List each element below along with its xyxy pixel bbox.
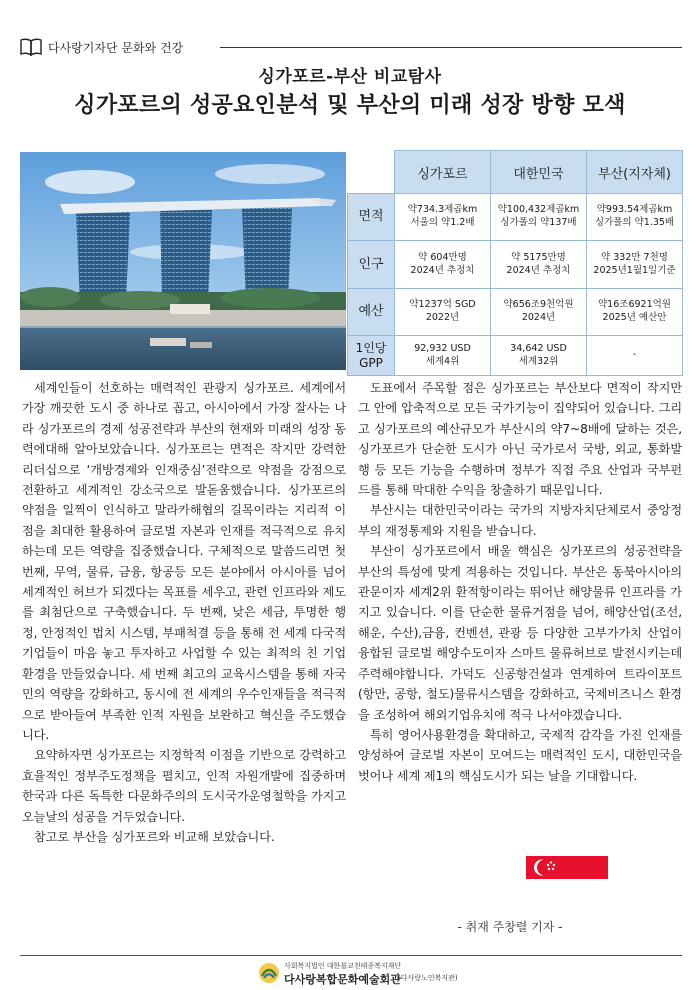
column-header: 부산(지자체) [587, 151, 683, 194]
paragraph: 세계인들이 선호하는 매력적인 관광지 싱가포르. 세계에서 가장 깨끗한 도시 중 하나로 꼽고, 아시아에서 가장 잘사는 나라 싱가포르의 경제 성공전략과 부산의 현재와 미래의 성장 동력에대해 알아보았습니다. 싱가포르는 면적은 작지만 강력한 리더십으로 ‘개방경제와 인재중심’전략으로 약점을 강점으로 전환하고 세계적인 강소국으로 발돋움했습니다. 싱가포르의 약점을 일찍이 인식하고 말라카해협의 길목이라는 지리적 이점을 최대한 활용하여 글로벌 자본과 인재를 적극적으로 유치하는데 모든 역량을 집중했습니다. 구체적으로 말씀드리면 첫 번째, 무역, 물류, 금융, 항공등 모든 분야에서 아시아를 넘어 세계적인 허브가 되겠다는 목표를 세우고, 관련 인프라와 제도를 최첨단으로 구축했습니다. 두 번째, 낮은 세금, 투명한 행정, 안정적인 법치 시스템, 부패척결 등을 통해 전 세계 다국적기업들이 마음 놓고 투자하고 사업할 수 있는 최적의 친 기업 환경을 만들었습니다. 세 번째 최고의 교육시스템을 통해 자국민의 역량을 강화하고, 동시에 전 세계의 우수인재들을 적극적으로 받아들여 부족한 인적 자원을 보완하고 혁신을 주도했습니다. [22, 381, 346, 742]
paragraph: 도표에서 주목할 점은 싱가포르는 부산보다 면적이 작지만 그 안에 압축적으로 모든 국가기능이 집약되어 있습니다. 그리고 싱가포르의 예산규모가 부산시의 약7~8배에 달하는 것은, 싱가포르가 단순한 도시가 아닌 국가로서 국방, 외교, 통화발행 등 모든 기능을 수행하며 정부가 직접 주요 산업과 국부펀드를 통해 막대한 수익을 창출하기 때문입니다. [358, 381, 682, 498]
column-header: 싱가포르 [395, 151, 491, 194]
table-cell: 약1237억 SGD 2022년 [395, 289, 491, 336]
table-cell: 약993.54제곱km 싱가폴의 약1.35배 [587, 194, 683, 241]
table-cell: - [587, 336, 683, 376]
table-cell: 약 332만 7천명 2025년1월1일기준 [587, 241, 683, 289]
table-cell: 약734.3제곱km 서울의 약1.2배 [395, 194, 491, 241]
row-header: 면적 [348, 194, 395, 241]
table-cell: 92,932 USD 세계4위 [395, 336, 491, 376]
table-row [348, 241, 683, 289]
table-row [348, 336, 683, 376]
article-title: 싱가포르의 성공요인분석 및 부산의 미래 성장 방향 모색 [74, 93, 626, 118]
paragraph: 부산시는 대한민국이라는 국가의 지방자치단체로서 중앙정부의 재정통제와 지원을 받습니다. [358, 503, 682, 538]
org-name: 다사랑복합문화예술회관 [284, 973, 401, 986]
foundation-logo [258, 962, 280, 984]
table-cell: 약100,432제곱km 싱가폴의 약137배 [491, 194, 587, 241]
row-header: 예산 [348, 289, 395, 336]
footer-rule [20, 955, 682, 956]
reporter-byline: - 취재 주창렬 기자 - [457, 920, 563, 934]
article-column-left [22, 378, 346, 847]
table-row [348, 289, 683, 336]
paragraph: 참고로 부산을 싱가포르와 비교해 보았습니다. [34, 829, 275, 844]
section-label: 다사랑기자단 문화와 건강 [48, 41, 184, 55]
comparison-table [347, 150, 683, 376]
org-parent: 사회복지법인 대한불교천태종복지재단 [284, 962, 402, 970]
table-cell: 약 5175만명 2024년 추정치 [491, 241, 587, 289]
singapore-flag-icon [526, 856, 608, 902]
marina-bay-sands-photo [20, 152, 346, 370]
table-cell: 34,642 USD 세계32위 [491, 336, 587, 376]
paragraph: 부산이 싱가포르에서 배울 핵심은 싱가포르의 성공전략을 부산의 특성에 맞게 적용하는 것입니다. 부산은 동북아시아의 관문이자 세계2위 환적항이라는 뛰어난 해양물류 인프라를 가지고 있습니다. 이를 단순한 물류거점을 넘어, 해양산업(조선, 해운, 수산),금융, 컨벤션, 관광 등 다양한 고부가가치 산업이 융합된 글로벌 해양수도이자 스마트 물류허브로 발전시키는데 주력해야합니다. 가덕도 신공항건설과 연계하여 트라이포트(항만, 공항, 철도)물류시스템을 강화하고, 국제비즈니스 환경을 조성하여 해외기업유치에 적극 나서야겠습니다. [358, 544, 682, 722]
table-cell: 약656조9천억원 2024년 [491, 289, 587, 336]
article-subtitle: 싱가포르-부산 비교탐사 [258, 67, 442, 87]
paragraph: 요약하자면 싱가포르는 지정학적 이점을 기반으로 강력하고 효율적인 정부주도정책을 펼치고, 인적 자원개발에 집중하며 한국과 다른 독특한 다문화주의의 도시국가운영철학을 가지고 오늘날의 성공을 거두었습니다. [22, 748, 346, 824]
table-header-row [348, 151, 683, 194]
row-header: 1인당 GPP [348, 336, 395, 376]
table-cell: 약 604만명 2024년 추정치 [395, 241, 491, 289]
table-cell: 약16조6921억원 2025년 예산안 [587, 289, 683, 336]
column-header: 대한민국 [491, 151, 587, 194]
footer [0, 960, 700, 986]
header-rule [220, 47, 682, 48]
row-header: 인구 [348, 241, 395, 289]
table-corner-cell [348, 151, 395, 194]
paragraph: 특히 영어사용환경을 확대하고, 국제적 감각을 가진 인재를 양성하여 글로벌 자본이 모여드는 매력적인 도시, 대한민국을 벗어나 세계 제1의 핵심도시가 되는 날을 기대합니다. [358, 727, 682, 783]
table-row [348, 194, 683, 241]
org-note: (다사랑노인복지관) [398, 974, 458, 982]
article-column-right [358, 378, 682, 786]
section-header [20, 38, 682, 58]
book-icon [20, 38, 42, 56]
